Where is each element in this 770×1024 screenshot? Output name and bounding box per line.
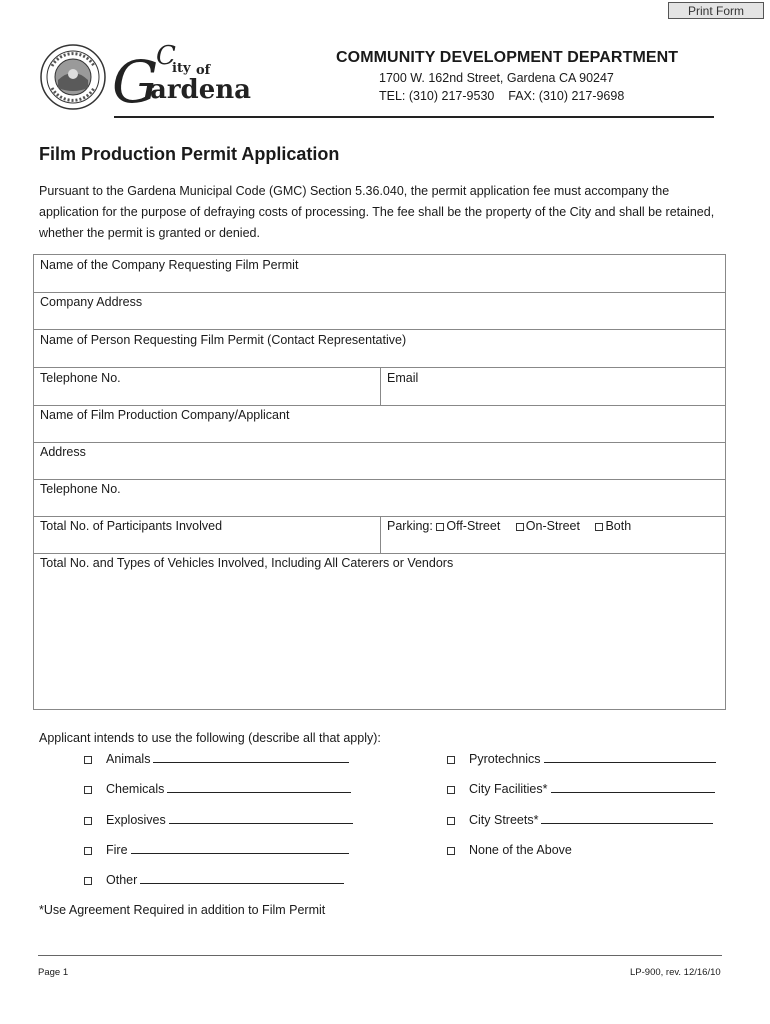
checkbox-icon [516, 523, 524, 531]
telephone2-label: Telephone No. [40, 482, 121, 496]
use-chemicals[interactable]: Chemicals [84, 782, 351, 796]
parking-on-street-checkbox[interactable]: On-Street [516, 519, 580, 533]
print-form-button[interactable]: Print Form [668, 2, 764, 19]
use-animals[interactable]: Animals [84, 752, 349, 766]
animals-line[interactable] [153, 752, 349, 763]
production-company-label: Name of Film Production Company/Applicant [40, 408, 290, 422]
use-pyrotechnics[interactable]: Pyrotechnics [447, 752, 716, 766]
intro-paragraph: Pursuant to the Gardena Municipal Code (GMC) Section 5.36.040, the permit application fee must accompany the application for the purpose of defraying costs of processing. The fee shall be the property of the City and shall be retained, whether the permit is granted or denied. [39, 184, 715, 240]
checkbox-icon [84, 877, 92, 885]
checkbox-icon [84, 756, 92, 764]
telephone-email-row [33, 367, 726, 406]
use-none-of-the-above[interactable]: None of the Above [447, 843, 572, 857]
department-address: 1700 W. 162nd Street, Gardena CA 90247 [379, 71, 614, 85]
use-city-facilities[interactable]: City Facilities* [447, 782, 715, 796]
column-divider [380, 368, 381, 405]
checkbox-icon [447, 817, 455, 825]
contact-person-label: Name of Person Requesting Film Permit (Contact Representative) [40, 333, 407, 347]
fire-line[interactable] [131, 843, 349, 854]
checkbox-icon [84, 786, 92, 794]
uses-title: Applicant intends to use the following (describe all that apply): [39, 731, 381, 745]
parking-options [387, 519, 643, 533]
svg-text:ity: ity [172, 61, 191, 76]
company-name-label: Name of the Company Requesting Film Permit [40, 258, 299, 272]
checkbox-icon [436, 523, 444, 531]
checkbox-icon [84, 847, 92, 855]
use-fire[interactable]: Fire [84, 843, 349, 857]
column-divider [380, 517, 381, 553]
form-revision: LP-900, rev. 12/16/10 [630, 967, 721, 978]
company-address-field[interactable] [33, 292, 726, 330]
header-divider [114, 116, 714, 118]
checkbox-icon [595, 523, 603, 531]
use-agreement-note: *Use Agreement Required in addition to Film Permit [39, 903, 326, 917]
explosives-line[interactable] [169, 813, 353, 824]
city-facilities-line[interactable] [551, 782, 715, 793]
company-name-field[interactable] [33, 254, 726, 293]
vehicles-label: Total No. and Types of Vehicles Involved, Including All Caterers or Vendors [40, 556, 454, 570]
participants-label: Total No. of Participants Involved [40, 519, 223, 533]
svg-text:C: C [156, 42, 176, 71]
svg-text:G: G [112, 48, 159, 112]
svg-text:of: of [196, 63, 211, 78]
telephone-label: Telephone No. [40, 371, 121, 385]
use-other[interactable]: Other [84, 873, 344, 887]
chemicals-line[interactable] [167, 782, 351, 793]
use-explosives[interactable]: Explosives [84, 813, 353, 827]
parking-label: Parking: [387, 519, 433, 533]
contact-person-field[interactable] [33, 329, 726, 368]
address-field[interactable] [33, 442, 726, 480]
svg-text:ardena: ardena [150, 75, 252, 105]
vehicles-field[interactable] [33, 553, 726, 710]
email-label: Email [387, 371, 419, 385]
telephone2-field[interactable] [33, 479, 726, 517]
city-streets-line[interactable] [541, 813, 713, 824]
parking-off-street-checkbox[interactable]: Off-Street [436, 519, 500, 533]
city-of-gardena-logo [112, 42, 252, 112]
checkbox-icon [84, 817, 92, 825]
page-number: Page 1 [38, 967, 69, 978]
checkbox-icon [447, 756, 455, 764]
form-title: Film Production Permit Application [39, 144, 340, 164]
footer-divider [38, 955, 722, 956]
department-phone-fax: TEL: (310) 217-9530 FAX: (310) 217-9698 [379, 89, 625, 103]
city-seal-icon [40, 44, 106, 110]
department-title: COMMUNITY DEVELOPMENT DEPARTMENT [336, 49, 679, 66]
company-address-label: Company Address [40, 295, 143, 309]
use-city-streets[interactable]: City Streets* [447, 813, 713, 827]
production-company-field[interactable] [33, 405, 726, 443]
checkbox-icon [447, 847, 455, 855]
parking-both-checkbox[interactable]: Both [595, 519, 631, 533]
checkbox-icon [447, 786, 455, 794]
other-line[interactable] [140, 873, 344, 884]
address-label: Address [40, 445, 86, 459]
pyrotechnics-line[interactable] [544, 752, 716, 763]
